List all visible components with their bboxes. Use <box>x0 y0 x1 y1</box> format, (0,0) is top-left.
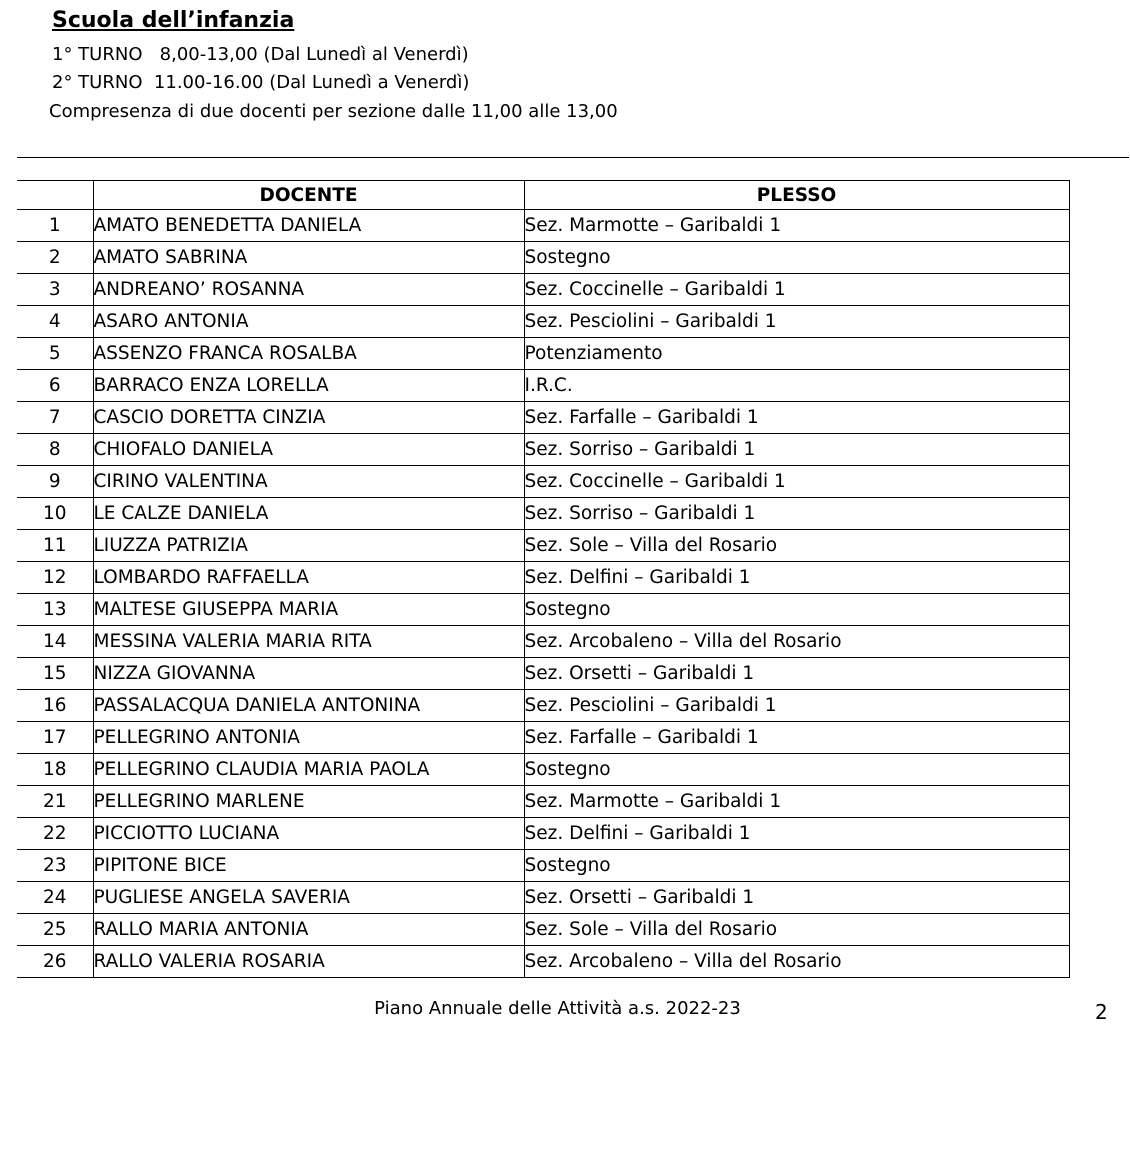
row-number-cell: 9 <box>17 466 93 498</box>
table-row <box>17 914 1069 946</box>
row-number-cell: 13 <box>17 594 93 626</box>
plesso-cell: Sez. Arcobaleno – Villa del Rosario <box>524 626 1069 658</box>
row-number-cell: 15 <box>17 658 93 690</box>
plesso-cell: Sez. Orsetti – Garibaldi 1 <box>524 882 1069 914</box>
table-row <box>17 338 1069 370</box>
row-number-cell: 17 <box>17 722 93 754</box>
plesso-cell: Sez. Farfalle – Garibaldi 1 <box>524 402 1069 434</box>
plesso-cell: Sez. Sorriso – Garibaldi 1 <box>524 434 1069 466</box>
horizontal-divider <box>17 157 1129 158</box>
column-header-docente: DOCENTE <box>93 181 524 210</box>
plesso-cell: Sez. Coccinelle – Garibaldi 1 <box>524 274 1069 306</box>
docente-cell: LE CALZE DANIELA <box>93 498 524 530</box>
docente-cell: BARRACO ENZA LORELLA <box>93 370 524 402</box>
docente-cell: PIPITONE BICE <box>93 850 524 882</box>
docente-cell: PUGLIESE ANGELA SAVERIA <box>93 882 524 914</box>
row-number-cell: 23 <box>17 850 93 882</box>
plesso-cell: Sez. Marmotte – Garibaldi 1 <box>524 210 1069 242</box>
plesso-cell: Sez. Arcobaleno – Villa del Rosario <box>524 946 1069 978</box>
docente-cell: PASSALACQUA DANIELA ANTONINA <box>93 690 524 722</box>
plesso-cell: Sez. Pesciolini – Garibaldi 1 <box>524 690 1069 722</box>
table-row <box>17 498 1069 530</box>
row-number-cell: 26 <box>17 946 93 978</box>
table-row <box>17 690 1069 722</box>
docente-cell: NIZZA GIOVANNA <box>93 658 524 690</box>
plesso-cell: Sostegno <box>524 242 1069 274</box>
docente-cell: CIRINO VALENTINA <box>93 466 524 498</box>
row-number-cell: 18 <box>17 754 93 786</box>
table-row <box>17 754 1069 786</box>
compresenza-line: Compresenza di due docenti per sezione dalle 11,00 alle 13,00 <box>49 101 618 122</box>
footer-text: Piano Annuale delle Attività a.s. 2022-23 <box>374 998 741 1019</box>
row-number-cell: 8 <box>17 434 93 466</box>
row-number-cell: 14 <box>17 626 93 658</box>
plesso-cell: Potenziamento <box>524 338 1069 370</box>
row-number-cell: 24 <box>17 882 93 914</box>
plesso-cell: Sostegno <box>524 850 1069 882</box>
docenti-table <box>17 180 1070 978</box>
plesso-cell: Sez. Delfini – Garibaldi 1 <box>524 562 1069 594</box>
row-number-cell: 12 <box>17 562 93 594</box>
table-row <box>17 242 1069 274</box>
table-row <box>17 562 1069 594</box>
table-row <box>17 722 1069 754</box>
plesso-cell: Sostegno <box>524 594 1069 626</box>
row-number-cell: 21 <box>17 786 93 818</box>
docente-cell: MALTESE GIUSEPPA MARIA <box>93 594 524 626</box>
docente-cell: PELLEGRINO ANTONIA <box>93 722 524 754</box>
plesso-cell: Sez. Delfini – Garibaldi 1 <box>524 818 1069 850</box>
docente-cell: CHIOFALO DANIELA <box>93 434 524 466</box>
docente-cell: PELLEGRINO MARLENE <box>93 786 524 818</box>
column-header-plesso: PLESSO <box>524 181 1069 210</box>
table-row <box>17 882 1069 914</box>
table-row <box>17 594 1069 626</box>
row-number-cell: 2 <box>17 242 93 274</box>
row-number-cell: 6 <box>17 370 93 402</box>
row-number-cell: 5 <box>17 338 93 370</box>
table-header-row <box>17 181 1069 210</box>
docente-cell: RALLO VALERIA ROSARIA <box>93 946 524 978</box>
docente-cell: LIUZZA PATRIZIA <box>93 530 524 562</box>
plesso-cell: Sez. Marmotte – Garibaldi 1 <box>524 786 1069 818</box>
plesso-cell: Sez. Farfalle – Garibaldi 1 <box>524 722 1069 754</box>
table-row <box>17 466 1069 498</box>
plesso-cell: Sez. Pesciolini – Garibaldi 1 <box>524 306 1069 338</box>
table-row <box>17 850 1069 882</box>
row-number-cell: 7 <box>17 402 93 434</box>
table-row <box>17 818 1069 850</box>
row-number-cell: 1 <box>17 210 93 242</box>
table-row <box>17 402 1069 434</box>
turno-2-line: 2° TURNO 11.00-16.00 (Dal Lunedì a Venerdì) <box>52 72 470 93</box>
docente-cell: CASCIO DORETTA CINZIA <box>93 402 524 434</box>
row-number-cell: 3 <box>17 274 93 306</box>
row-number-cell: 10 <box>17 498 93 530</box>
table-row <box>17 530 1069 562</box>
docente-cell: AMATO BENEDETTA DANIELA <box>93 210 524 242</box>
docente-cell: LOMBARDO RAFFAELLA <box>93 562 524 594</box>
table-row <box>17 434 1069 466</box>
table-row <box>17 274 1069 306</box>
plesso-cell: Sez. Orsetti – Garibaldi 1 <box>524 658 1069 690</box>
table-row <box>17 626 1069 658</box>
row-number-cell: 16 <box>17 690 93 722</box>
document-title: Scuola dell’infanzia <box>52 8 295 33</box>
docente-cell: ANDREANO’ ROSANNA <box>93 274 524 306</box>
plesso-cell: Sez. Sole – Villa del Rosario <box>524 914 1069 946</box>
column-header-number <box>17 181 93 210</box>
table-row <box>17 786 1069 818</box>
docente-cell: ASARO ANTONIA <box>93 306 524 338</box>
plesso-cell: Sez. Coccinelle – Garibaldi 1 <box>524 466 1069 498</box>
row-number-cell: 4 <box>17 306 93 338</box>
row-number-cell: 11 <box>17 530 93 562</box>
turno-1-line: 1° TURNO 8,00-13,00 (Dal Lunedì al Venerdì) <box>52 44 469 65</box>
docente-cell: RALLO MARIA ANTONIA <box>93 914 524 946</box>
plesso-cell: Sostegno <box>524 754 1069 786</box>
docente-cell: ASSENZO FRANCA ROSALBA <box>93 338 524 370</box>
docente-cell: MESSINA VALERIA MARIA RITA <box>93 626 524 658</box>
row-number-cell: 25 <box>17 914 93 946</box>
plesso-cell: I.R.C. <box>524 370 1069 402</box>
plesso-cell: Sez. Sole – Villa del Rosario <box>524 530 1069 562</box>
table-row <box>17 370 1069 402</box>
page-number: 2 <box>1095 1000 1108 1024</box>
docente-cell: PELLEGRINO CLAUDIA MARIA PAOLA <box>93 754 524 786</box>
plesso-cell: Sez. Sorriso – Garibaldi 1 <box>524 498 1069 530</box>
row-number-cell: 22 <box>17 818 93 850</box>
table-row <box>17 210 1069 242</box>
table-row <box>17 946 1069 978</box>
docente-cell: AMATO SABRINA <box>93 242 524 274</box>
docente-cell: PICCIOTTO LUCIANA <box>93 818 524 850</box>
table-row <box>17 658 1069 690</box>
table-row <box>17 306 1069 338</box>
